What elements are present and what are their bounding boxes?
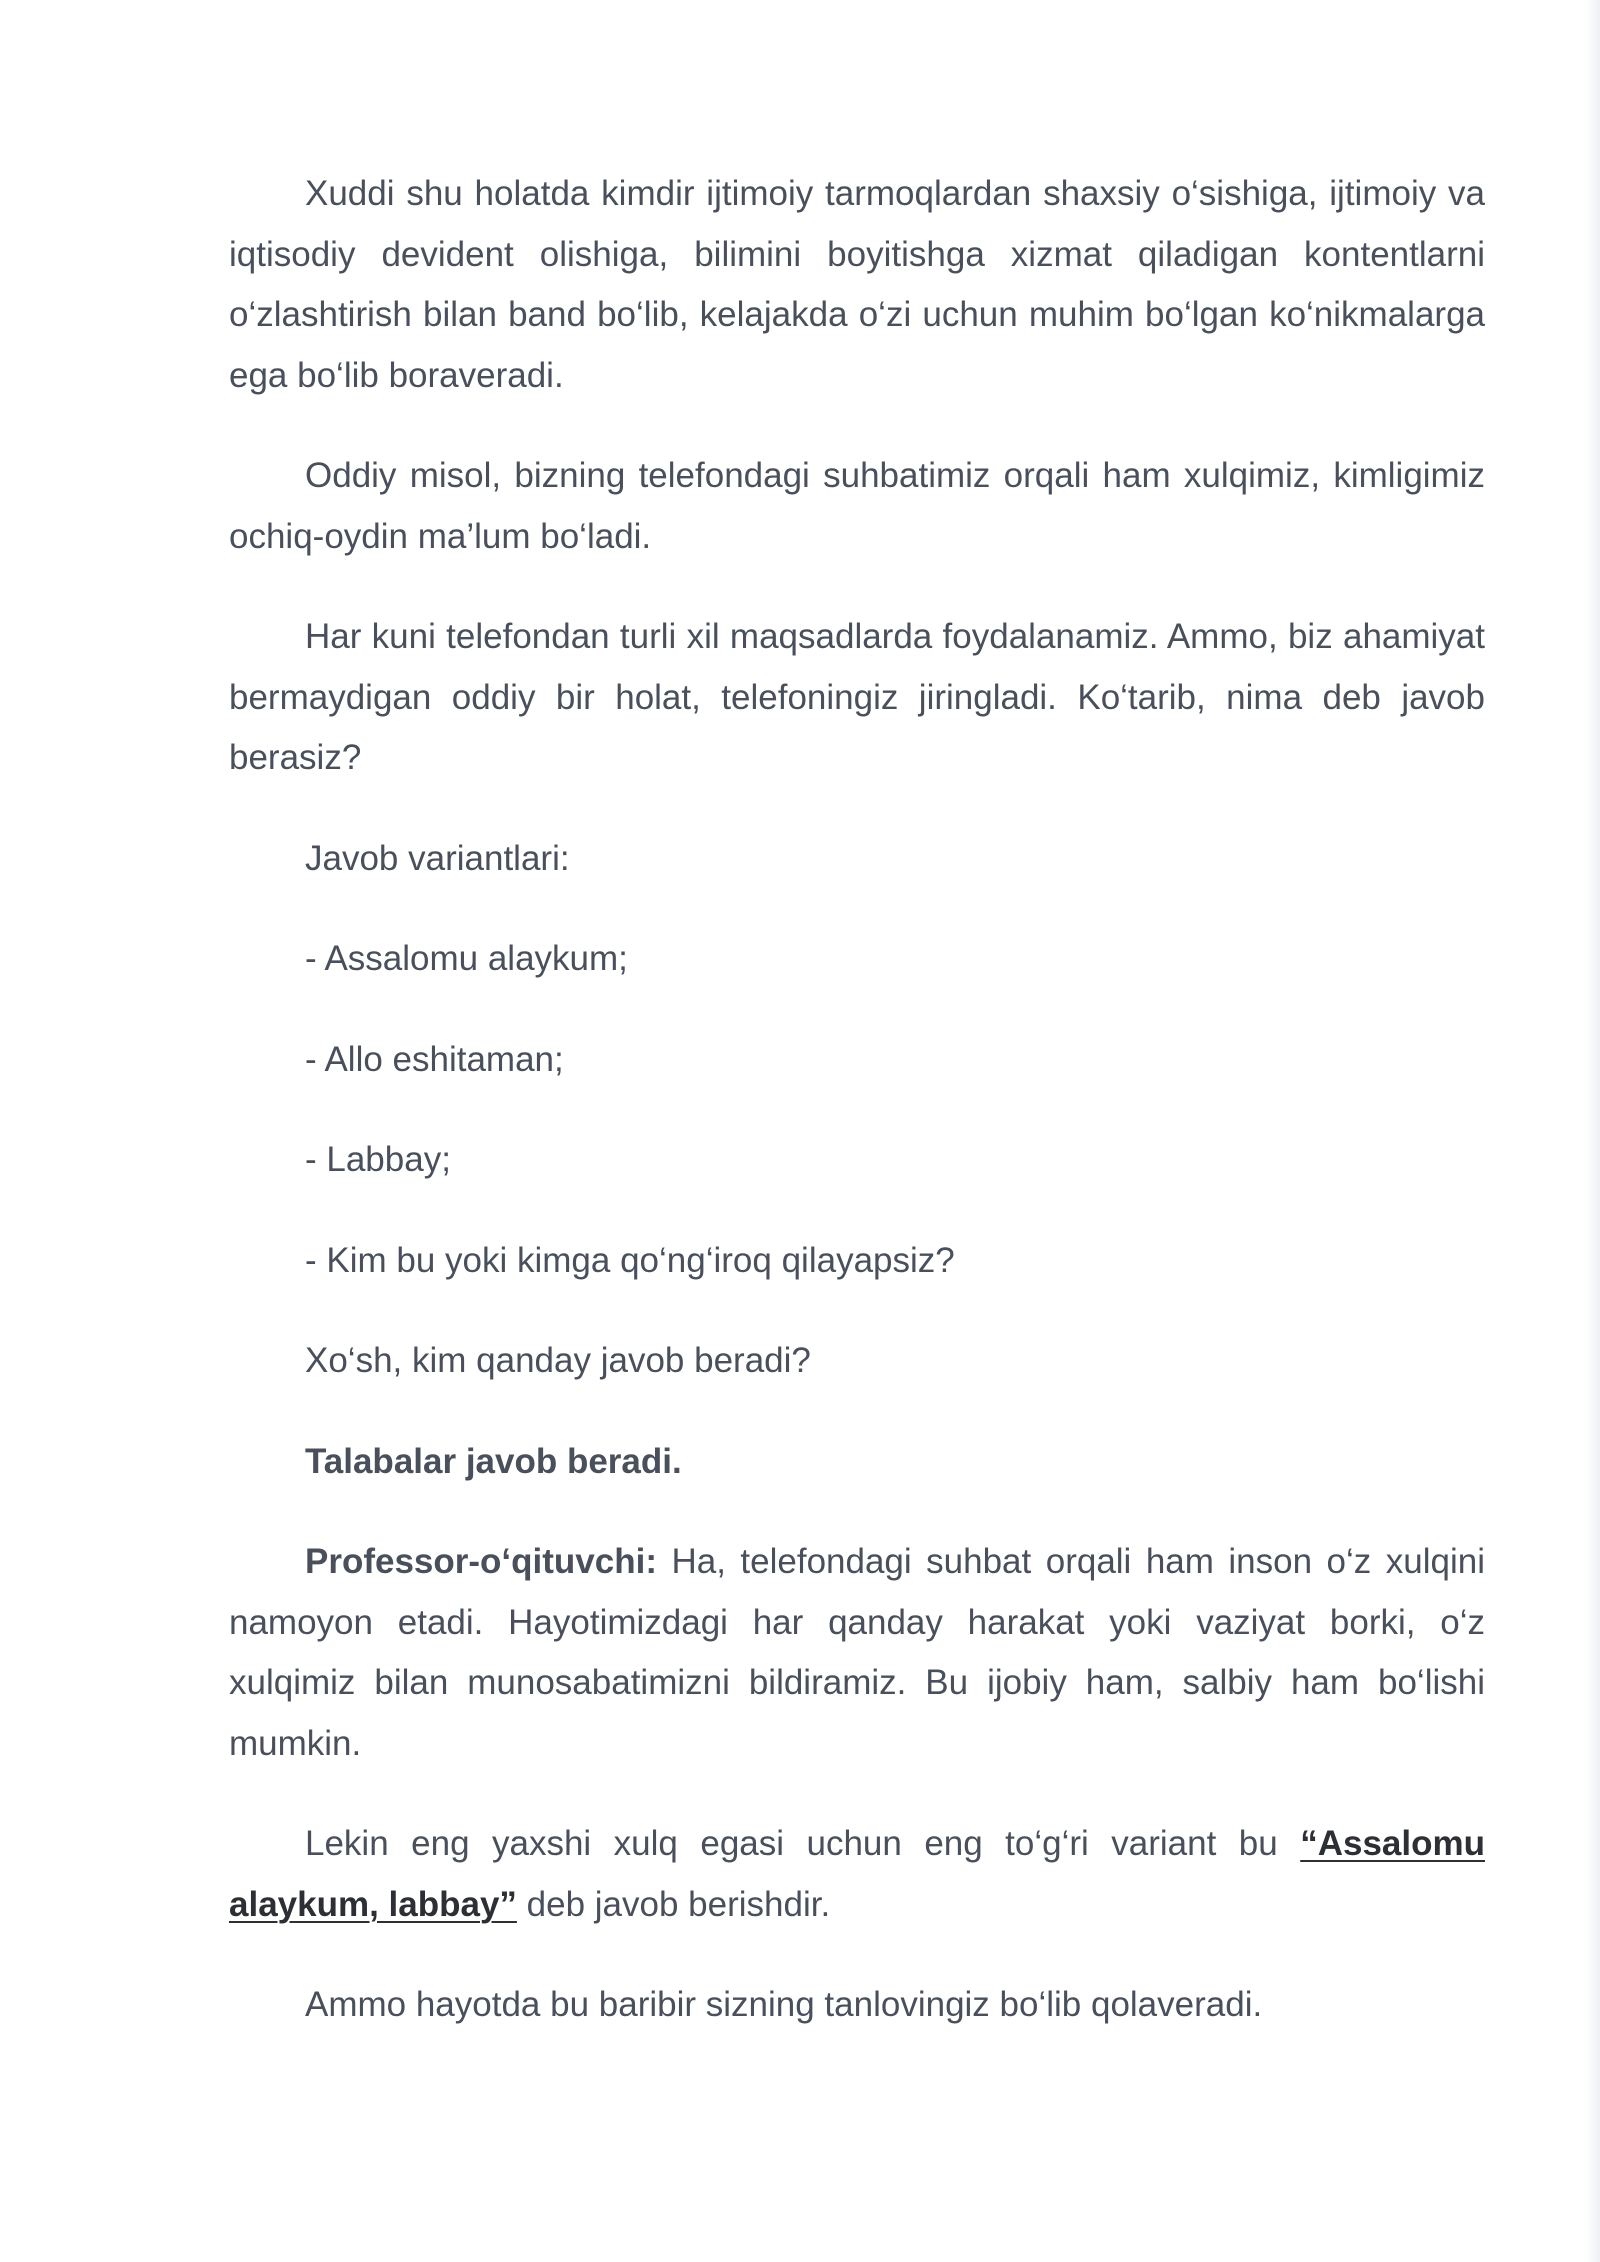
paragraph-prompt: Xo‘sh, kim qanday javob beradi? (305, 1341, 811, 1380)
paragraph-conclusion (229, 1814, 1485, 1935)
paragraph-example: Oddiy misol, bizning telefondagi suhbatimiz orqali ham xulqimiz, kimligimiz ochiq-oydin ma’lum bo‘ladi. (229, 456, 1485, 556)
paragraph-final: Ammo hayotda bu baribir sizning tanlovingiz bo‘lib qolaveradi. (305, 1985, 1263, 2024)
students-answer-heading: Talabalar javob beradi. (305, 1441, 682, 1481)
conclusion-text-after: deb javob berishdir. (516, 1884, 831, 1924)
conclusion-text-before: Lekin eng yaxshi xulq egasi uchun eng to‘g‘ri variant bu (305, 1824, 1301, 1863)
answer-option: - Kim bu yoki kimga qo‘ng‘iroq qilayapsiz? (305, 1240, 955, 1280)
professor-text: Ha, telefondagi suhbat orqali ham inson o‘z xulqini namoyon etadi. Hayotimizdagi har qanday harakat yoki vaziyat borki, o‘z xulqimiz bilan munosabatimizni bildiramiz. Bu ijobiy ham, salbiy ham bo‘lishi mumkin. (229, 1542, 1485, 1763)
paragraph-question: Har kuni telefondan turli xil maqsadlarda foydalanamiz. Ammo, biz ahamiyat bermaydigan oddiy bir holat, telefoningiz jiringladi. Ko‘tarib, nima deb javob berasiz? (229, 617, 1485, 777)
document-body (229, 164, 1485, 2076)
paragraph-professor (229, 1532, 1485, 1774)
answer-option: - Labbay; (305, 1140, 451, 1179)
answer-options-heading: Javob variantlari: (305, 838, 570, 878)
answer-option: - Assalomu alaykum; (305, 939, 628, 978)
speaker-label: Professor-o‘qituvchi: (305, 1542, 657, 1581)
paragraph-intro: Xuddi shu holatda kimdir ijtimoiy tarmoqlardan shaxsiy o‘sishiga, ijtimoiy va iqtisodiy devident olishiga, bilimini boyitishga xizmat qiladigan kontentlarni o‘zlashtirish bilan band bo‘lib, kelajakda o‘zi uchun muhim bo‘lgan ko‘nikmalarga ega bo‘lib boraveradi. (229, 174, 1485, 395)
highlighted-answer: “Assalomu alaykum, labbay” (229, 1824, 1485, 1924)
page-edge-shadow (1586, 0, 1600, 2262)
answer-option: - Allo eshitaman; (305, 1039, 564, 1079)
